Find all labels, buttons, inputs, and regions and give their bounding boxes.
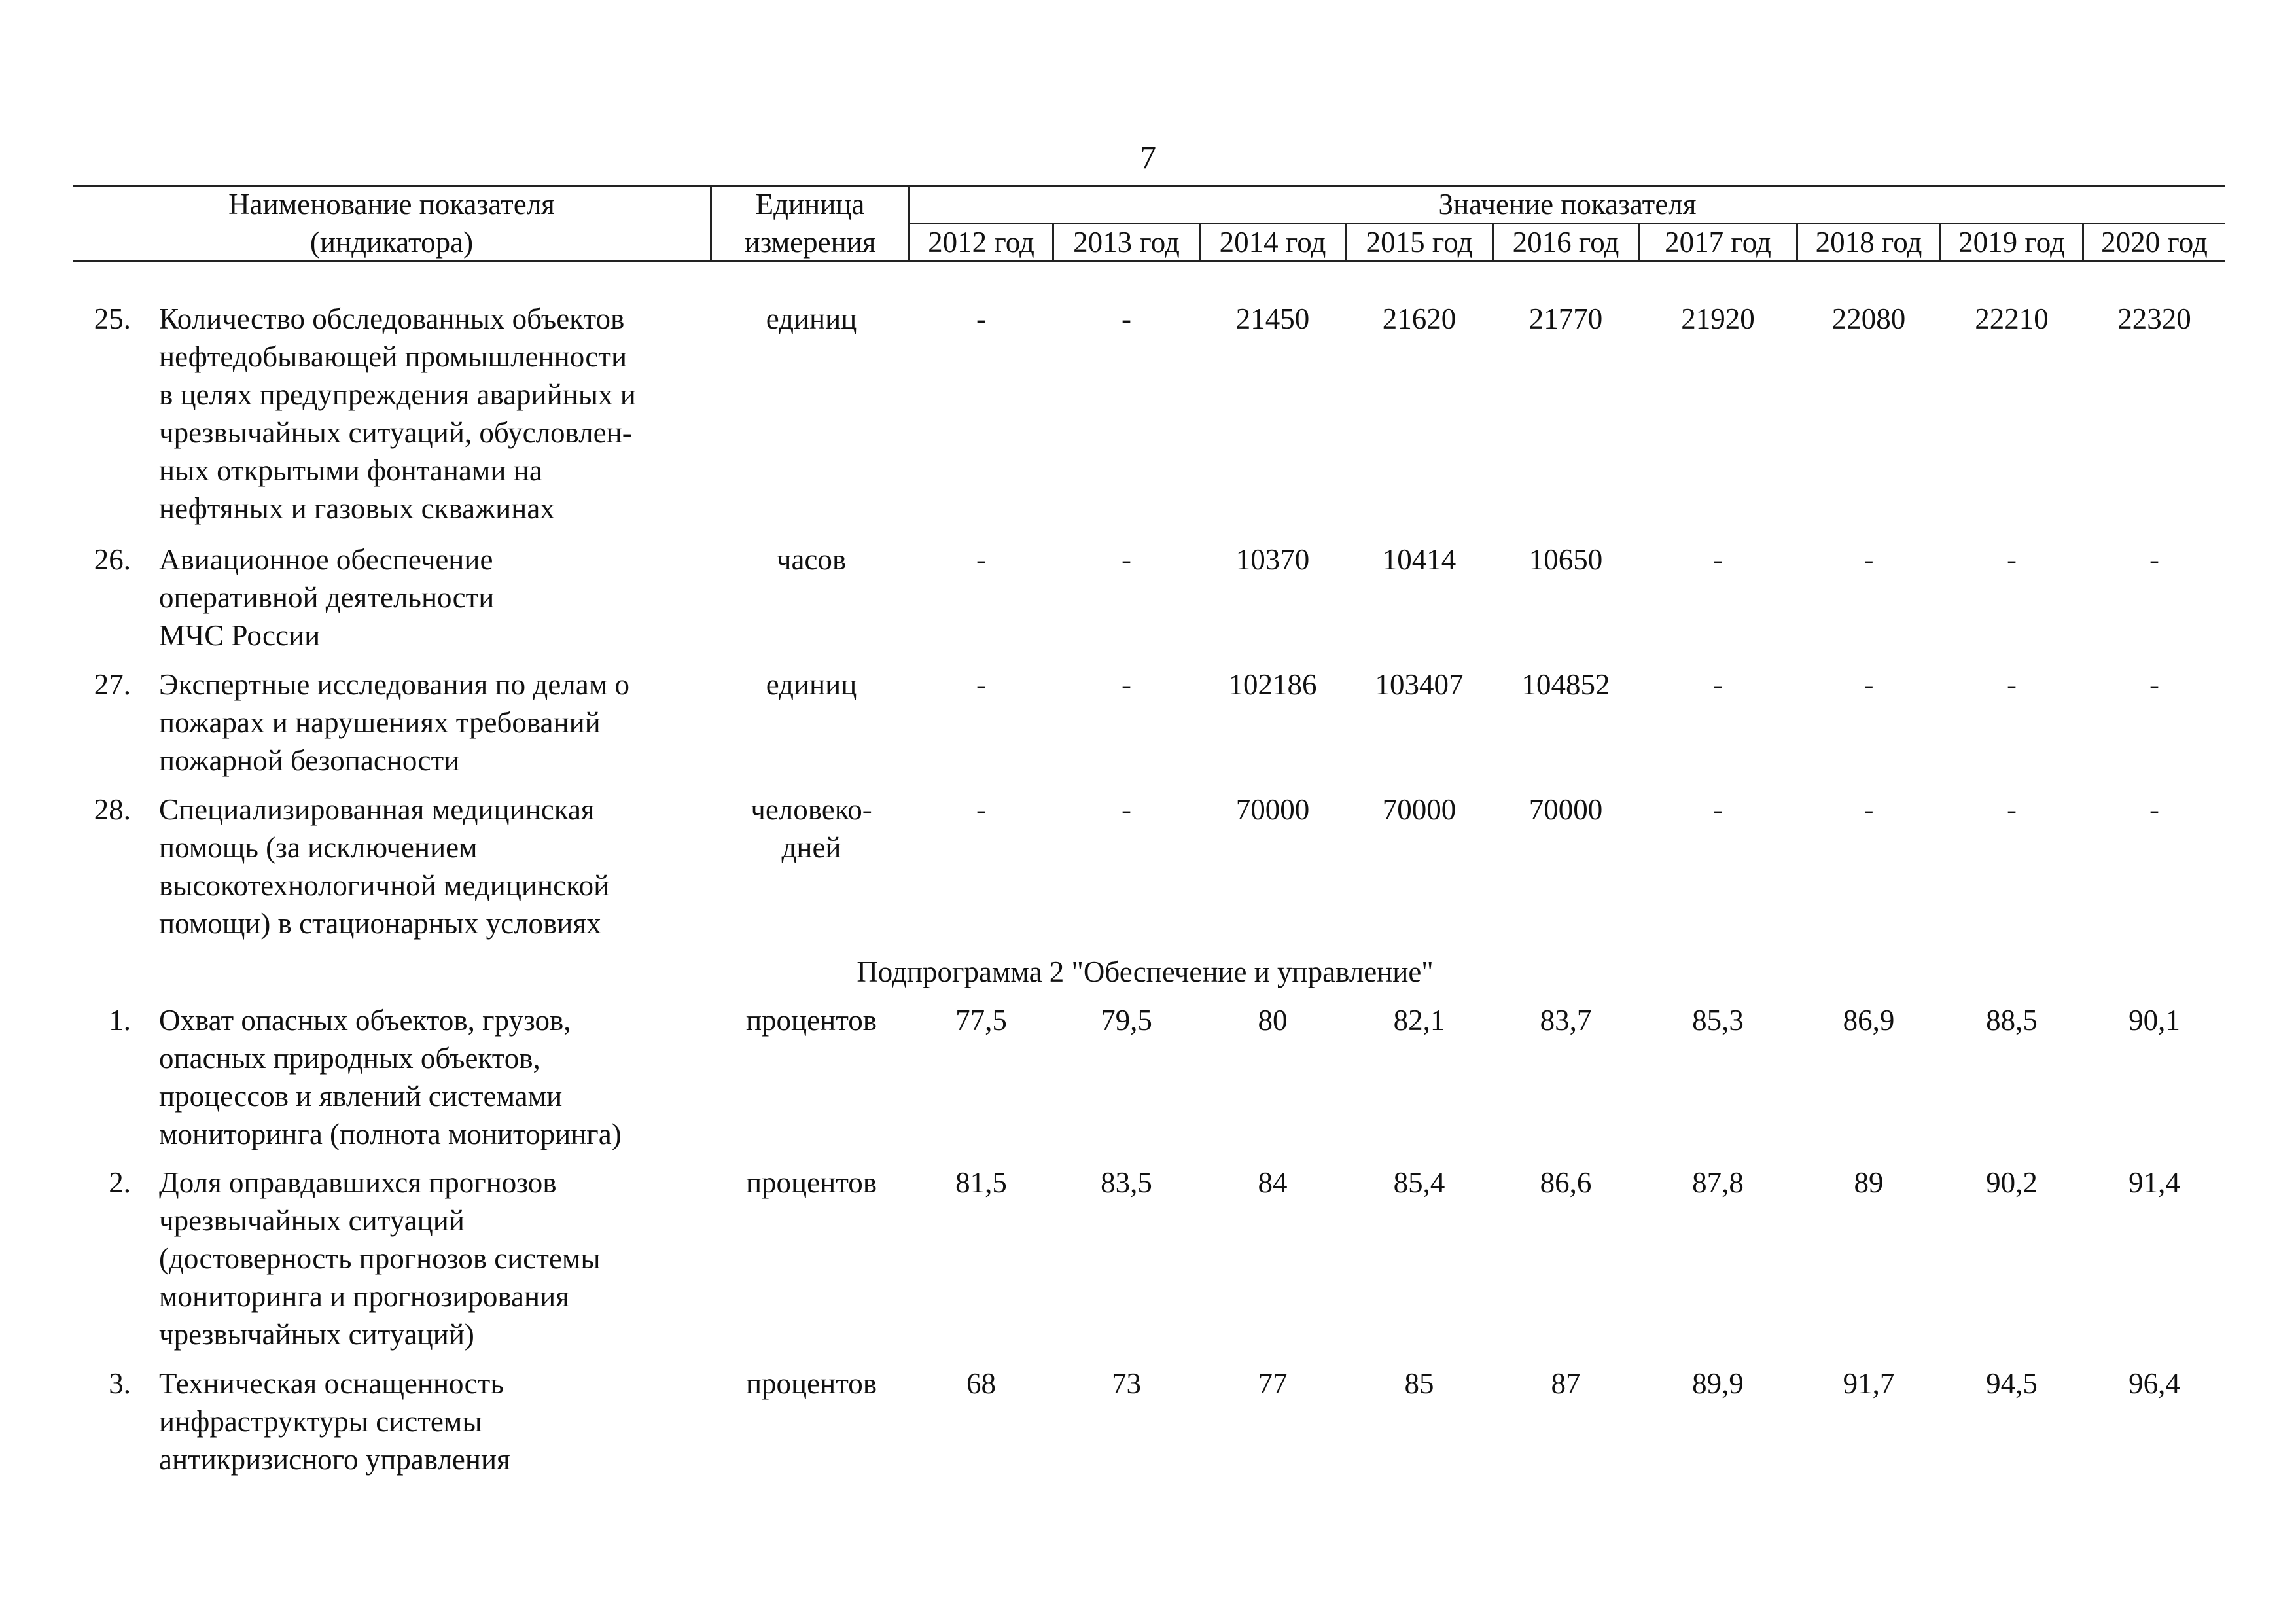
indicator-name: Охват опасных объектов, грузов, опасных природных объектов, процессов и явлений системами мониторинга (полнота мониторинга) (159, 1004, 622, 1150)
value-2019: 88,5 (1986, 1004, 2038, 1037)
value-2016: 86,6 (1540, 1166, 1592, 1199)
value-2019: 22210 (1975, 302, 2049, 335)
value-2019: - (2007, 793, 2017, 826)
value-2013: - (1122, 543, 1131, 576)
value-2015: 85,4 (1393, 1166, 1445, 1199)
value-2017: 21920 (1681, 302, 1755, 335)
year-header: 2018 год (1815, 226, 1922, 259)
value-2018: - (1863, 543, 1874, 576)
value-2019: - (2007, 668, 2017, 701)
value-2012: 68 (966, 1367, 996, 1400)
value-2015: 70000 (1382, 793, 1457, 826)
value-2012: 77,5 (955, 1004, 1007, 1037)
value-2016: 104852 (1521, 668, 1610, 701)
unit-of-measure: часов (776, 543, 847, 576)
value-2013: 73 (1112, 1367, 1141, 1400)
value-2020: 91,4 (2128, 1166, 2180, 1199)
header-values-title: Значение показателя (1438, 188, 1697, 221)
value-2014: 21450 (1235, 302, 1310, 335)
value-2014: 80 (1258, 1004, 1288, 1037)
unit-of-measure: единиц (766, 668, 857, 701)
value-2016: 83,7 (1540, 1004, 1592, 1037)
value-2020: - (2149, 543, 2159, 576)
unit-of-measure: единиц (766, 302, 857, 335)
value-2020: 22320 (2117, 302, 2191, 335)
value-2020: - (2149, 793, 2159, 826)
value-2015: 85 (1404, 1367, 1434, 1400)
year-header: 2013 год (1073, 226, 1180, 259)
year-header: 2015 год (1366, 226, 1473, 259)
value-2012: - (976, 302, 986, 335)
value-2019: - (2007, 543, 2017, 576)
value-2014: 10370 (1235, 543, 1310, 576)
row-number: 26. (94, 543, 131, 576)
value-2012: 81,5 (955, 1166, 1007, 1199)
value-2018: - (1863, 793, 1874, 826)
value-2012: - (976, 668, 986, 701)
value-2015: 10414 (1382, 543, 1457, 576)
value-2014: 70000 (1235, 793, 1310, 826)
header-bottom-rule (73, 260, 2225, 262)
year-header: 2019 год (1958, 226, 2065, 259)
value-2018: 91,7 (1843, 1367, 1895, 1400)
value-2020: - (2149, 668, 2159, 701)
value-2013: 79,5 (1101, 1004, 1152, 1037)
header-name-label: Наименование показателя (228, 188, 555, 221)
value-2018: 22080 (1831, 302, 1906, 335)
value-2018: 89 (1854, 1166, 1884, 1199)
value-2014: 77 (1258, 1367, 1288, 1400)
header-name-label: (индикатора) (309, 226, 474, 259)
value-2017: - (1713, 793, 1723, 826)
row-number: 2. (109, 1166, 131, 1199)
value-2020: 96,4 (2128, 1367, 2180, 1400)
value-2014: 102186 (1228, 668, 1317, 701)
value-2012: - (976, 543, 986, 576)
page-number: 7 (1140, 139, 1156, 175)
value-2020: 90,1 (2128, 1004, 2180, 1037)
year-header: 2016 год (1512, 226, 1619, 259)
indicator-name: Экспертные исследования по делам о пожарах и нарушениях требований пожарной безопасности (159, 668, 629, 777)
year-header: 2020 год (2101, 226, 2208, 259)
row-number: 28. (94, 793, 131, 826)
indicator-name: Количество обследованных объектов нефтедобывающей промышленности в целях предупреждения аварийных и чрезвычайных ситуаций, обусловлен- ных открытыми фонтанами на нефтяных и газовых скважинах (159, 302, 636, 525)
row-number: 1. (109, 1004, 131, 1037)
value-2019: 90,2 (1986, 1166, 2038, 1199)
value-2013: - (1122, 668, 1131, 701)
indicator-name: Техническая оснащенность инфраструктуры системы антикризисного управления (159, 1367, 510, 1476)
row-number: 25. (94, 302, 131, 335)
value-2013: - (1122, 302, 1131, 335)
header-unit-label: измерения (744, 226, 876, 259)
indicator-name: Доля оправдавшихся прогнозов чрезвычайных ситуаций (достоверность прогнозов системы мониторинга и прогнозирования чрезвычайных ситуаций) (159, 1166, 601, 1351)
header-unit-label: Единица (755, 188, 865, 221)
value-2015: 82,1 (1393, 1004, 1445, 1037)
value-2018: 86,9 (1843, 1004, 1895, 1037)
value-2012: - (976, 793, 986, 826)
unit-of-measure: процентов (745, 1367, 877, 1400)
indicator-name: Специализированная медицинская помощь (за исключением высокотехнологичной медицинской помощи) в стационарных условиях (159, 793, 610, 940)
value-2015: 21620 (1382, 302, 1457, 335)
value-2017: 87,8 (1692, 1166, 1744, 1199)
unit-of-measure: человеко- дней (751, 793, 872, 864)
value-2017: 85,3 (1692, 1004, 1744, 1037)
year-header: 2017 год (1665, 226, 1771, 259)
value-2014: 84 (1258, 1166, 1288, 1199)
value-2017: - (1713, 668, 1723, 701)
value-2015: 103407 (1375, 668, 1464, 701)
row-number: 27. (94, 668, 131, 701)
row-number: 3. (109, 1367, 131, 1400)
value-2019: 94,5 (1986, 1367, 2038, 1400)
value-2017: 89,9 (1692, 1367, 1744, 1400)
indicator-name: Авиационное обеспечение оперативной деятельности МЧС России (159, 543, 495, 652)
value-2016: 87 (1551, 1367, 1581, 1400)
value-2013: - (1122, 793, 1131, 826)
value-2017: - (1713, 543, 1723, 576)
value-2016: 21770 (1528, 302, 1603, 335)
value-2016: 10650 (1528, 543, 1603, 576)
unit-of-measure: процентов (745, 1166, 877, 1199)
subprogram-heading: Подпрограмма 2 "Обеспечение и управление" (857, 955, 1434, 988)
value-2018: - (1863, 668, 1874, 701)
year-header: 2014 год (1219, 226, 1326, 259)
value-2013: 83,5 (1101, 1166, 1152, 1199)
unit-of-measure: процентов (745, 1004, 877, 1037)
value-2016: 70000 (1528, 793, 1603, 826)
year-header: 2012 год (928, 226, 1034, 259)
